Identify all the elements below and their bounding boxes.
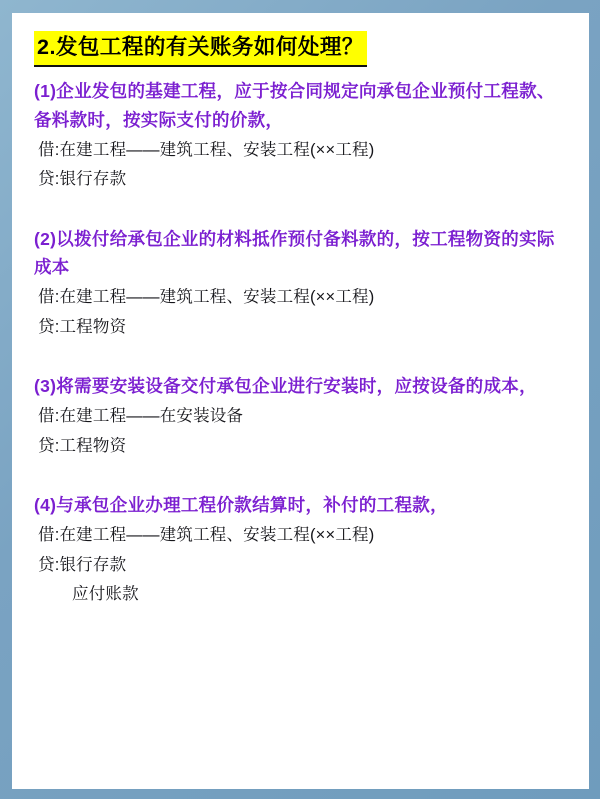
section-1-lead: (1)企业发包的基建工程，应于按合同规定向承包企业预付工程款、备料款时，按实际支付的价款， <box>34 81 555 130</box>
section-4-entry-1: 借:在建工程——建筑工程、安装工程(××工程) <box>38 526 375 545</box>
section-3-lead: (3)将需要安装设备交付承包企业进行安装时，应按设备的成本， <box>34 375 537 396</box>
section-4-entry-2: 贷:银行存款 <box>38 555 127 574</box>
section-2-entry-1: 借:在建工程——建筑工程、安装工程(××工程) <box>38 288 375 307</box>
section-1-entry-2: 贷:银行存款 <box>38 170 127 189</box>
section-2 <box>34 225 567 342</box>
section-4-entry-3: 应付账款 <box>72 585 139 604</box>
section-3-entry-1: 借:在建工程——在安装设备 <box>38 407 244 426</box>
section-2-entry-2: 贷:工程物资 <box>38 317 127 336</box>
section-3-entry-2: 贷:工程物资 <box>38 436 127 455</box>
page-title: 2.发包工程的有关账务如何处理？ <box>34 31 367 67</box>
section-2-lead: (2)以拨付给承包企业的材料抵作预付备料款的，按工程物资的实际成本 <box>34 228 555 277</box>
page-title-row <box>34 31 567 67</box>
section-1 <box>34 77 567 194</box>
section-3 <box>34 372 567 461</box>
section-4-lead: (4)与承包企业办理工程价款结算时，补付的工程款， <box>34 495 448 516</box>
section-4 <box>34 491 567 609</box>
section-1-entry-1: 借:在建工程——建筑工程、安装工程(××工程) <box>38 140 375 159</box>
document-page <box>12 13 589 789</box>
